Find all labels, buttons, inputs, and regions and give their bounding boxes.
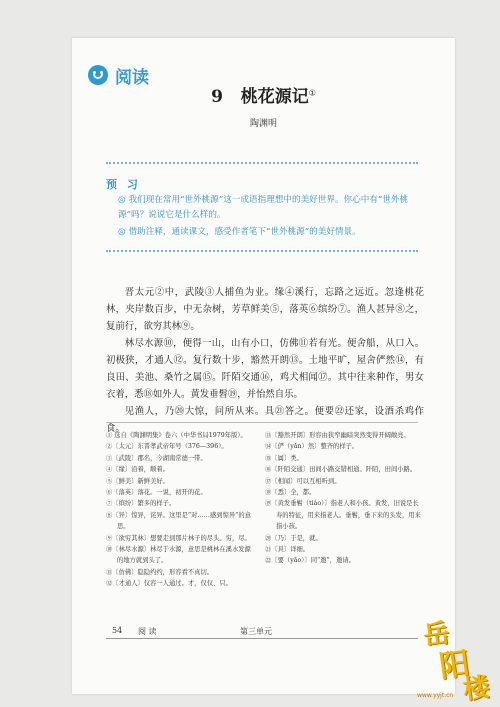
preview-label: 预 习 [106,178,141,191]
footnote: ⑮〔属〕类。 [265,454,303,462]
footnote: ⑱〔悉〕全，都。 [265,489,316,497]
divider-top [106,162,418,164]
author: 陶渊明 [249,119,277,129]
lesson-number: 9 [211,87,223,107]
footnotes-left [106,430,256,590]
footnote: ⑧〔异〕惊异，诧异。这里是“对……感到惊异”的意思。 [106,511,251,531]
footnote: ⑭〔俨（yǎn）然〕整齐的样子。 [265,443,359,451]
main-text [106,284,424,437]
section-label: 阅读 [115,67,149,88]
footnote: ⑯〔阡陌交通〕田间小路交错相通。阡陌，田间小路。 [265,466,417,474]
footnote: ⑦〔缤纷〕繁多的样子。 [106,500,176,508]
preview-text-1: 我们现在常用“世外桃源”这一成语指理想中的美好世界。你心中有“世外桃源”吗？说说它是什么样的。 [118,195,409,220]
bullet-icon: ◎ [118,195,126,205]
watermark-logo [417,614,495,706]
footer-section: 阅 读 [138,627,157,636]
footer-divider [106,638,418,639]
footnote: ⑥〔落英〕落花。一说，初开的花。 [106,489,207,497]
footnote: ⑳〔乃〕于是，就。 [265,534,322,542]
footnote: ⑨〔欲穷其林〕想要走到那片林子的尽头。穷，尽。 [106,534,251,542]
lesson-title-text: 桃花源记 [240,87,309,107]
footnote: ⑫〔才通人〕仅容一人通过。才，仅仅、只。 [106,580,232,588]
footnote: ⑩〔林尽水源〕林尽于水源，意思是桃林在溪水发源的地方就到头了。 [106,546,251,565]
paragraph-3: 见渔人，乃⑳大惊，问所从来。具㉑答之。便要㉒还家，设酒杀鸡作食。 [106,406,424,434]
preview-item-2 [118,225,414,240]
footnote: ⑰〔相闻〕可以互相听到。 [265,477,341,485]
preview-item-1 [118,193,414,223]
footnote: ⑪〔仿佛〕隐隐约约，形容看不真切。 [106,568,214,576]
watermark-char-3: 楼 [461,672,492,706]
lesson-title [72,82,455,107]
footnotes-right [265,430,423,567]
watermark-char-2: 阳 [437,646,472,685]
divider-bottom [106,250,418,252]
footnote: ②〔太元〕东晋孝武帝年号（376—396）。 [106,443,228,451]
page-number: 54 [112,626,123,635]
footnote: ① 选自《陶渊明集》卷六（中华书局1979年版）。 [106,432,247,439]
title-footnote-mark: ① [308,88,316,98]
textbook-page [72,38,455,694]
notes-divider [106,422,418,423]
preview-text-2: 借助注释，通读课文，感受作者笔下“世外桃源”的美好情景。 [128,227,361,237]
watermark-char-1: 岳 [421,618,452,652]
paragraph-1: 晋太元②中，武陵③人捕鱼为业。缘④溪行，忘路之远近。忽逢桃花林，夹岸数百步，中无杂树，芳草鲜美⑤，落英⑥缤纷⑦。渔人甚异⑧之，复前行，欲穷其林⑨。 [106,287,424,332]
footnote: ㉑〔具〕详细。 [265,546,310,554]
footnote: ③〔武陵〕郡名，今湖南常德一带。 [106,454,207,462]
footnote: ㉒〔要（yāo）〕同“邀”，邀请。 [265,557,355,565]
footnote: ⑬〔豁然开朗〕形容由狭窄幽暗突然变得开阔敞亮。 [265,432,410,439]
footnote: ④〔缘〕沿着，顺着。 [106,466,169,474]
footnote: ⑲〔黄发垂髫（tiáo）〕指老人和小孩。黄发，旧说是长寿的特征，用来指老人。垂髫，垂下来的头发，用来指小孩。 [265,500,421,531]
watermark-url: www.yyjt.cn [417,692,454,699]
bullet-icon: ◎ [118,227,126,237]
footer-unit: 第三单元 [240,627,272,636]
paragraph-2: 林尽水源⑩，便得一山，山有小口，仿佛⑪若有光。便舍船，从口入。初极狭，才通人⑫。复行数十步，豁然开朗⑬。土地平旷，屋舍俨然⑭，有良田、美池、桑竹之属⑮。阡陌交通⑯，鸡犬相闻⑰。其中往来种作，男女衣着，悉⑱如外人。黄发垂髫⑲，并怡然自乐。 [106,338,424,400]
footnote: ⑤〔鲜美〕新鲜美好。 [106,477,169,485]
